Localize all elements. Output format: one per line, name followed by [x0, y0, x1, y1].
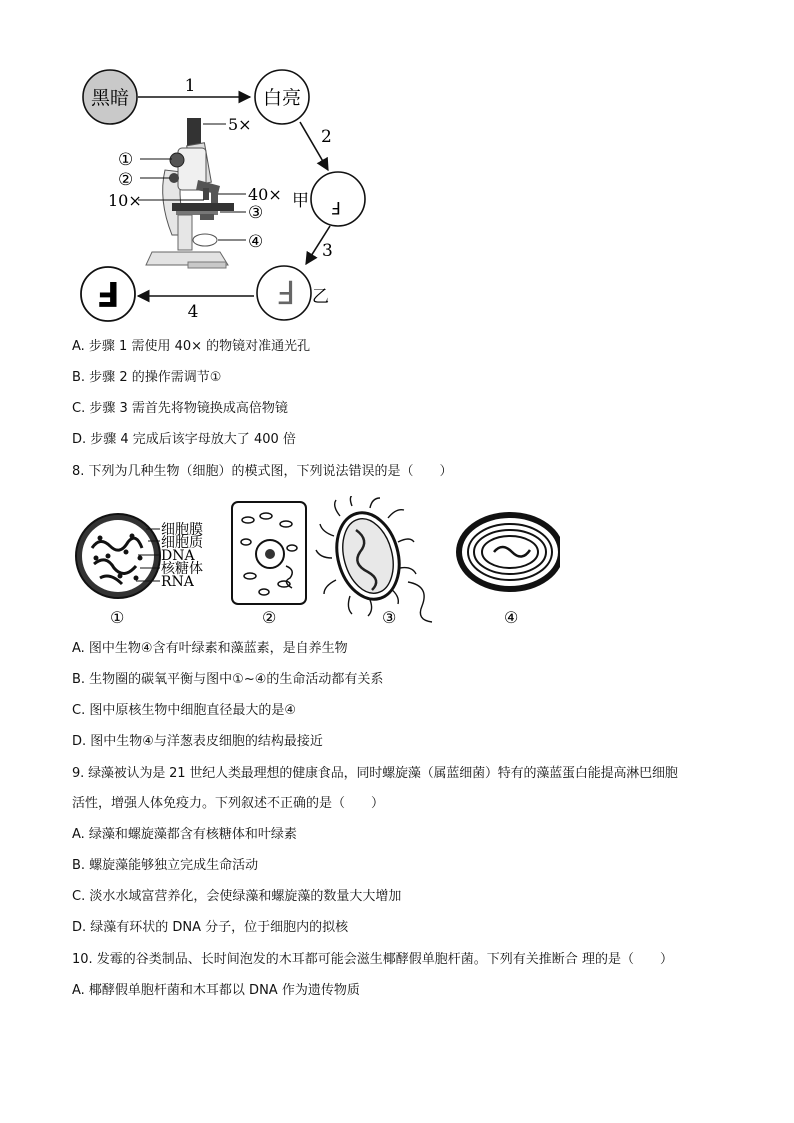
step4-label: 4 — [187, 302, 199, 322]
cell-2-drawing — [232, 502, 306, 604]
cell-1-drawing — [76, 514, 160, 598]
obj-low-label: 10× — [108, 191, 142, 210]
cell-label-cytoplasm: 细胞质 — [161, 535, 203, 551]
node-dark-label: 黑暗 — [90, 87, 130, 109]
eyepiece-label: 5× — [228, 115, 252, 134]
q7-option-c: C. 步骤 3 需首先将物镜换成高倍物镜 — [72, 401, 288, 416]
q7-option-b: B. 步骤 2 的操作需调节① — [72, 370, 222, 385]
obj-high-label: 40× — [248, 185, 282, 204]
q10-stem: 10. 发霉的谷类制品、长时间泡发的木耳都可能会滋生椰酵假单胞杆菌。下列有关推断合 理的是（ ） — [72, 952, 673, 967]
label-1: ① — [118, 150, 134, 170]
q9-option-a: A. 绿藻和螺旋藻都含有核糖体和叶绿素 — [72, 827, 297, 842]
cell-label-rna: RNA — [161, 574, 194, 590]
label-3: ③ — [248, 203, 264, 223]
step2-label: 2 — [321, 127, 332, 147]
label-2: ② — [118, 170, 134, 190]
q10-option-a: A. 椰酵假单胞杆菌和木耳都以 DNA 作为遗传物质 — [72, 983, 360, 998]
view-yi-letter: F — [276, 273, 296, 311]
cell-number-2: ② — [262, 608, 277, 627]
view-yi-label: 乙 — [312, 287, 329, 307]
q7-option-d: D. 步骤 4 完成后该字母放大了 400 倍 — [72, 432, 296, 447]
q9-option-b: B. 螺旋藻能够独立完成生命活动 — [72, 858, 259, 873]
q8-option-b: B. 生物圈的碳氧平衡与图中①~④的生命活动都有关系 — [72, 672, 384, 687]
q8-option-a: A. 图中生物④含有叶绿素和藻蓝素，是自养生物 — [72, 641, 348, 656]
step1-label: 1 — [184, 76, 196, 96]
cell-number-3: ③ — [382, 608, 397, 627]
cell-4-drawing — [456, 512, 560, 592]
q8-cells-figure — [70, 496, 560, 630]
cell-label-ribosome: 核糖体 — [161, 561, 203, 577]
q8-option-c: C. 图中原核生物中细胞直径最大的是④ — [72, 703, 296, 718]
q9-option-d: D. 绿藻有环状的 DNA 分子，位于细胞内的拟核 — [72, 920, 349, 935]
node-bright-label: 白亮 — [262, 87, 302, 109]
q9-stem-line2: 活性，增强人体免疫力。下列叙述不正确的是（ ） — [72, 796, 385, 811]
view-jia-label: 甲 — [292, 191, 309, 211]
q7-option-a: A. 步骤 1 需使用 40× 的物镜对准通光孔 — [72, 339, 311, 354]
cell-number-1: ① — [110, 608, 125, 627]
step3-label: 3 — [322, 241, 333, 261]
microscope-figure — [70, 60, 390, 330]
cell-label-membrane: 细胞膜 — [161, 522, 203, 538]
q9-option-c: C. 淡水水域富营养化，会使绿藻和螺旋藻的数量大大增加 — [72, 889, 402, 904]
microscope-drawing — [146, 118, 234, 268]
cell-label-dna: DNA — [161, 548, 195, 564]
q9-stem-line1: 9. 绿藻被认为是 21 世纪人类最理想的健康食品，同时螺旋藻（属蓝细菌）特有的藻蓝蛋白能提高淋巴细胞 — [72, 766, 678, 781]
view-final-letter: F — [96, 273, 120, 313]
view-jia-letter: F — [331, 197, 341, 217]
q8-stem: 8. 下列为几种生物（细胞）的模式图，下列说法错误的是（ ） — [72, 464, 453, 479]
label-4: ④ — [248, 232, 264, 252]
q8-option-d: D. 图中生物④与洋葱表皮细胞的结构最接近 — [72, 734, 323, 749]
cell-3-drawing — [316, 496, 432, 622]
cell-number-4: ④ — [504, 608, 519, 627]
